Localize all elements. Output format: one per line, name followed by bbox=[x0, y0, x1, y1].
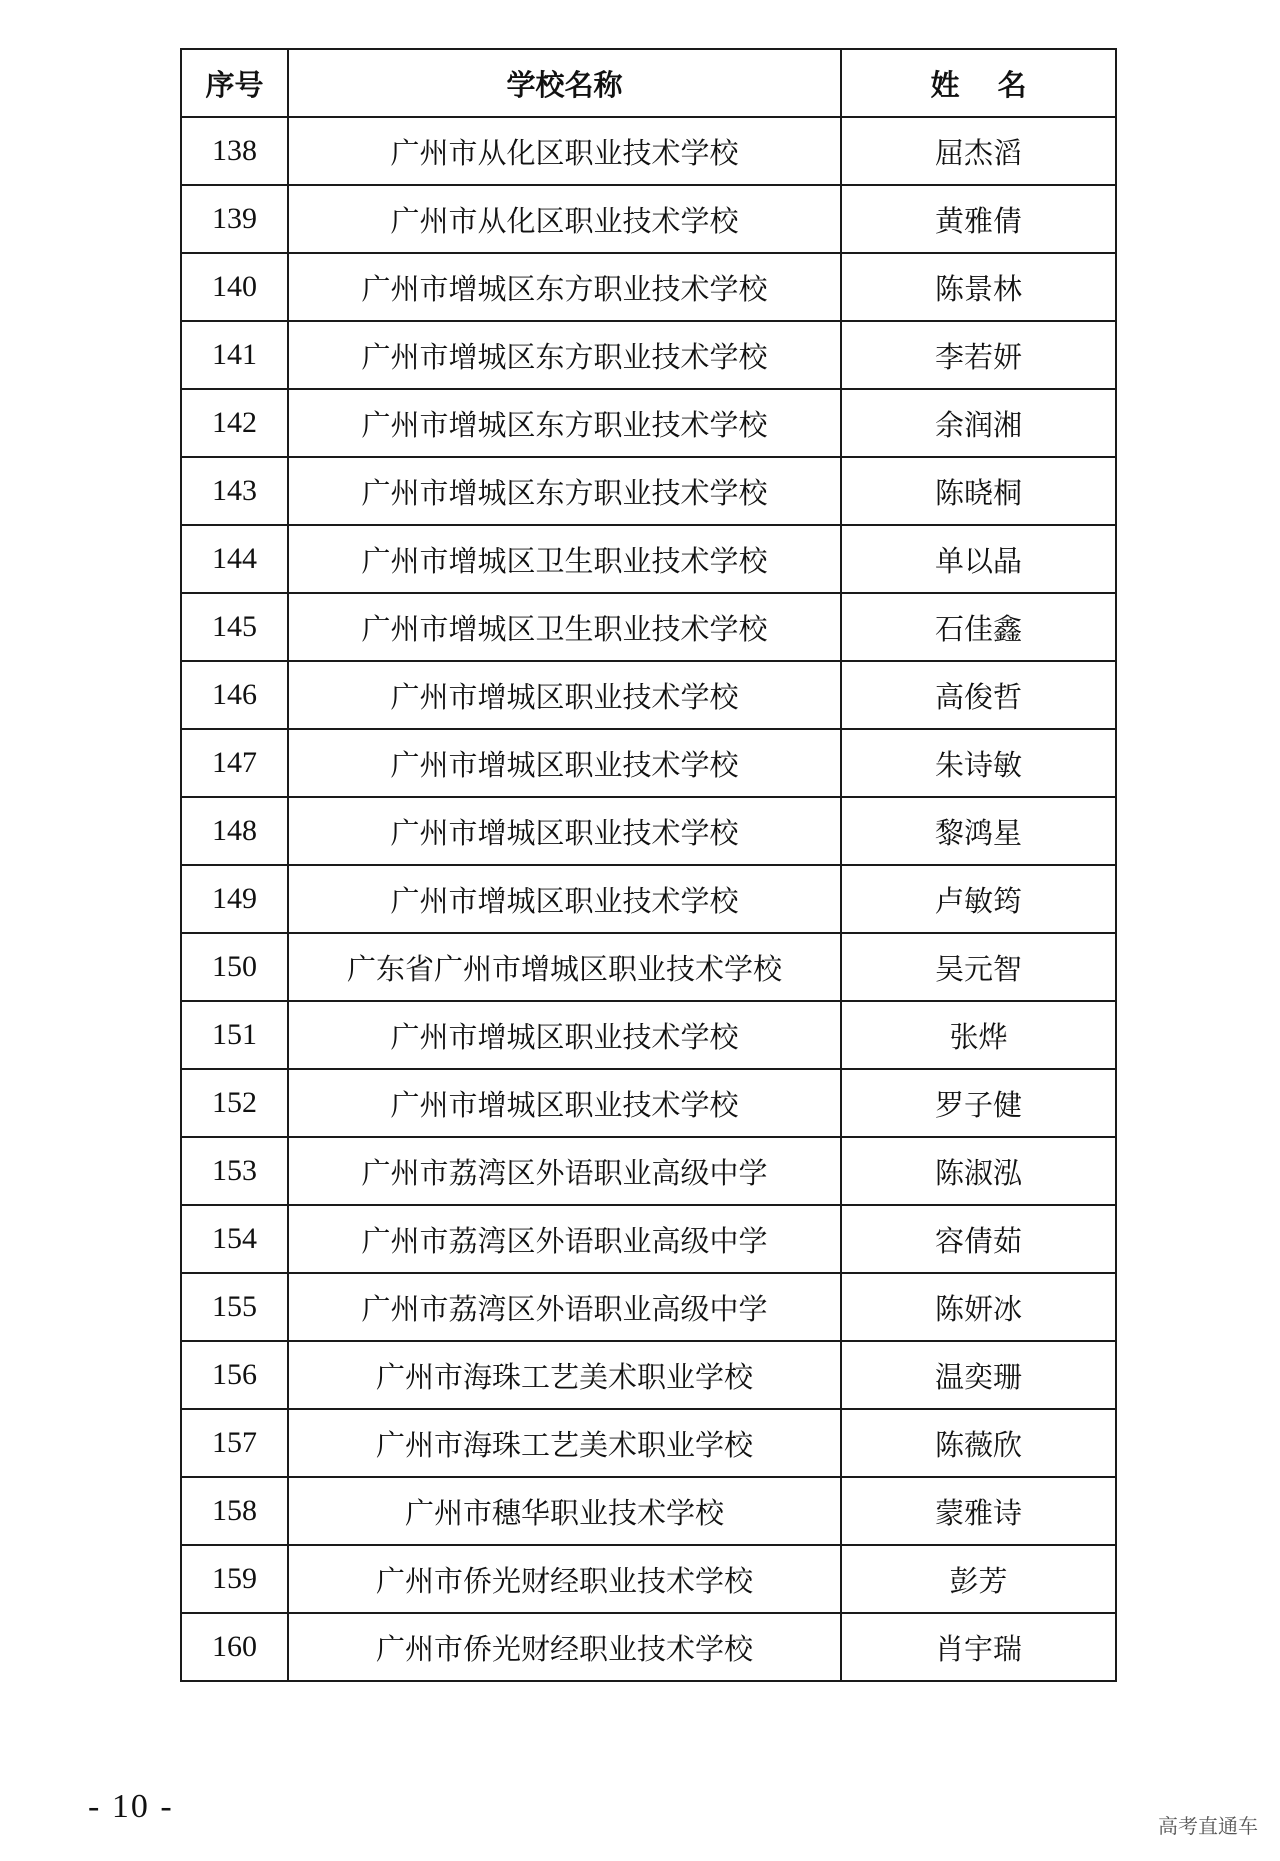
cell-number: 151 bbox=[181, 1001, 288, 1069]
cell-name: 余润湘 bbox=[841, 389, 1116, 457]
cell-number: 160 bbox=[181, 1613, 288, 1681]
cell-name: 陈妍冰 bbox=[841, 1273, 1116, 1341]
table-row bbox=[181, 1341, 1116, 1409]
roster-table bbox=[180, 48, 1117, 1682]
cell-school: 广州市增城区职业技术学校 bbox=[288, 1069, 841, 1137]
cell-number: 155 bbox=[181, 1273, 288, 1341]
table-row bbox=[181, 865, 1116, 933]
table-row bbox=[181, 1273, 1116, 1341]
table-row bbox=[181, 797, 1116, 865]
table-row bbox=[181, 185, 1116, 253]
cell-school: 广州市增城区东方职业技术学校 bbox=[288, 389, 841, 457]
table-row bbox=[181, 1001, 1116, 1069]
cell-name: 朱诗敏 bbox=[841, 729, 1116, 797]
cell-school: 广州市海珠工艺美术职业学校 bbox=[288, 1409, 841, 1477]
table-header-row bbox=[181, 49, 1116, 117]
cell-number: 138 bbox=[181, 117, 288, 185]
cell-name: 屈杰滔 bbox=[841, 117, 1116, 185]
cell-school: 广州市增城区职业技术学校 bbox=[288, 865, 841, 933]
table-row bbox=[181, 1409, 1116, 1477]
header-name: 姓 名 bbox=[841, 49, 1116, 117]
cell-school: 广州市从化区职业技术学校 bbox=[288, 185, 841, 253]
cell-name: 高俊哲 bbox=[841, 661, 1116, 729]
cell-name: 陈薇欣 bbox=[841, 1409, 1116, 1477]
cell-school: 广州市增城区卫生职业技术学校 bbox=[288, 525, 841, 593]
cell-number: 144 bbox=[181, 525, 288, 593]
cell-school: 广东省广州市增城区职业技术学校 bbox=[288, 933, 841, 1001]
cell-school: 广州市荔湾区外语职业高级中学 bbox=[288, 1137, 841, 1205]
table-row bbox=[181, 661, 1116, 729]
cell-name: 肖宇瑞 bbox=[841, 1613, 1116, 1681]
cell-number: 157 bbox=[181, 1409, 288, 1477]
page-number: - 10 - bbox=[88, 1788, 174, 1825]
cell-number: 139 bbox=[181, 185, 288, 253]
cell-number: 153 bbox=[181, 1137, 288, 1205]
cell-name: 张烨 bbox=[841, 1001, 1116, 1069]
table-row bbox=[181, 457, 1116, 525]
cell-number: 143 bbox=[181, 457, 288, 525]
cell-number: 142 bbox=[181, 389, 288, 457]
table-row bbox=[181, 593, 1116, 661]
cell-number: 145 bbox=[181, 593, 288, 661]
cell-number: 159 bbox=[181, 1545, 288, 1613]
cell-name: 容倩茹 bbox=[841, 1205, 1116, 1273]
cell-name: 彭芳 bbox=[841, 1545, 1116, 1613]
table-body bbox=[181, 117, 1116, 1681]
cell-number: 146 bbox=[181, 661, 288, 729]
cell-name: 蒙雅诗 bbox=[841, 1477, 1116, 1545]
cell-name: 卢敏筠 bbox=[841, 865, 1116, 933]
cell-school: 广州市海珠工艺美术职业学校 bbox=[288, 1341, 841, 1409]
cell-name: 陈景林 bbox=[841, 253, 1116, 321]
cell-school: 广州市荔湾区外语职业高级中学 bbox=[288, 1273, 841, 1341]
cell-number: 148 bbox=[181, 797, 288, 865]
table-row bbox=[181, 253, 1116, 321]
cell-school: 广州市增城区卫生职业技术学校 bbox=[288, 593, 841, 661]
cell-number: 141 bbox=[181, 321, 288, 389]
header-school: 学校名称 bbox=[288, 49, 841, 117]
cell-name: 李若妍 bbox=[841, 321, 1116, 389]
cell-number: 156 bbox=[181, 1341, 288, 1409]
cell-number: 140 bbox=[181, 253, 288, 321]
cell-name: 石佳鑫 bbox=[841, 593, 1116, 661]
cell-school: 广州市增城区职业技术学校 bbox=[288, 797, 841, 865]
table-row bbox=[181, 1205, 1116, 1273]
cell-school: 广州市增城区职业技术学校 bbox=[288, 1001, 841, 1069]
cell-number: 154 bbox=[181, 1205, 288, 1273]
cell-school: 广州市增城区东方职业技术学校 bbox=[288, 253, 841, 321]
cell-name: 陈淑泓 bbox=[841, 1137, 1116, 1205]
cell-name: 吴元智 bbox=[841, 933, 1116, 1001]
cell-school: 广州市增城区东方职业技术学校 bbox=[288, 321, 841, 389]
cell-name: 温奕珊 bbox=[841, 1341, 1116, 1409]
table-row bbox=[181, 525, 1116, 593]
table-row bbox=[181, 1613, 1116, 1681]
cell-name: 黄雅倩 bbox=[841, 185, 1116, 253]
cell-school: 广州市荔湾区外语职业高级中学 bbox=[288, 1205, 841, 1273]
cell-name: 罗子健 bbox=[841, 1069, 1116, 1137]
cell-school: 广州市穗华职业技术学校 bbox=[288, 1477, 841, 1545]
cell-number: 150 bbox=[181, 933, 288, 1001]
cell-school: 广州市增城区东方职业技术学校 bbox=[288, 457, 841, 525]
cell-name: 陈晓桐 bbox=[841, 457, 1116, 525]
cell-number: 147 bbox=[181, 729, 288, 797]
cell-name: 黎鸿星 bbox=[841, 797, 1116, 865]
cell-number: 158 bbox=[181, 1477, 288, 1545]
table-row bbox=[181, 1069, 1116, 1137]
cell-school: 广州市增城区职业技术学校 bbox=[288, 661, 841, 729]
table-row bbox=[181, 729, 1116, 797]
watermark: 高考直通车 bbox=[1158, 1814, 1258, 1838]
table-row bbox=[181, 933, 1116, 1001]
cell-school: 广州市侨光财经职业技术学校 bbox=[288, 1545, 841, 1613]
table-row bbox=[181, 389, 1116, 457]
cell-number: 152 bbox=[181, 1069, 288, 1137]
cell-school: 广州市增城区职业技术学校 bbox=[288, 729, 841, 797]
table-row bbox=[181, 1477, 1116, 1545]
table-row bbox=[181, 321, 1116, 389]
cell-number: 149 bbox=[181, 865, 288, 933]
header-number: 序号 bbox=[181, 49, 288, 117]
table-row bbox=[181, 1137, 1116, 1205]
cell-name: 单以晶 bbox=[841, 525, 1116, 593]
table-row bbox=[181, 1545, 1116, 1613]
table-row bbox=[181, 117, 1116, 185]
cell-school: 广州市侨光财经职业技术学校 bbox=[288, 1613, 841, 1681]
cell-school: 广州市从化区职业技术学校 bbox=[288, 117, 841, 185]
